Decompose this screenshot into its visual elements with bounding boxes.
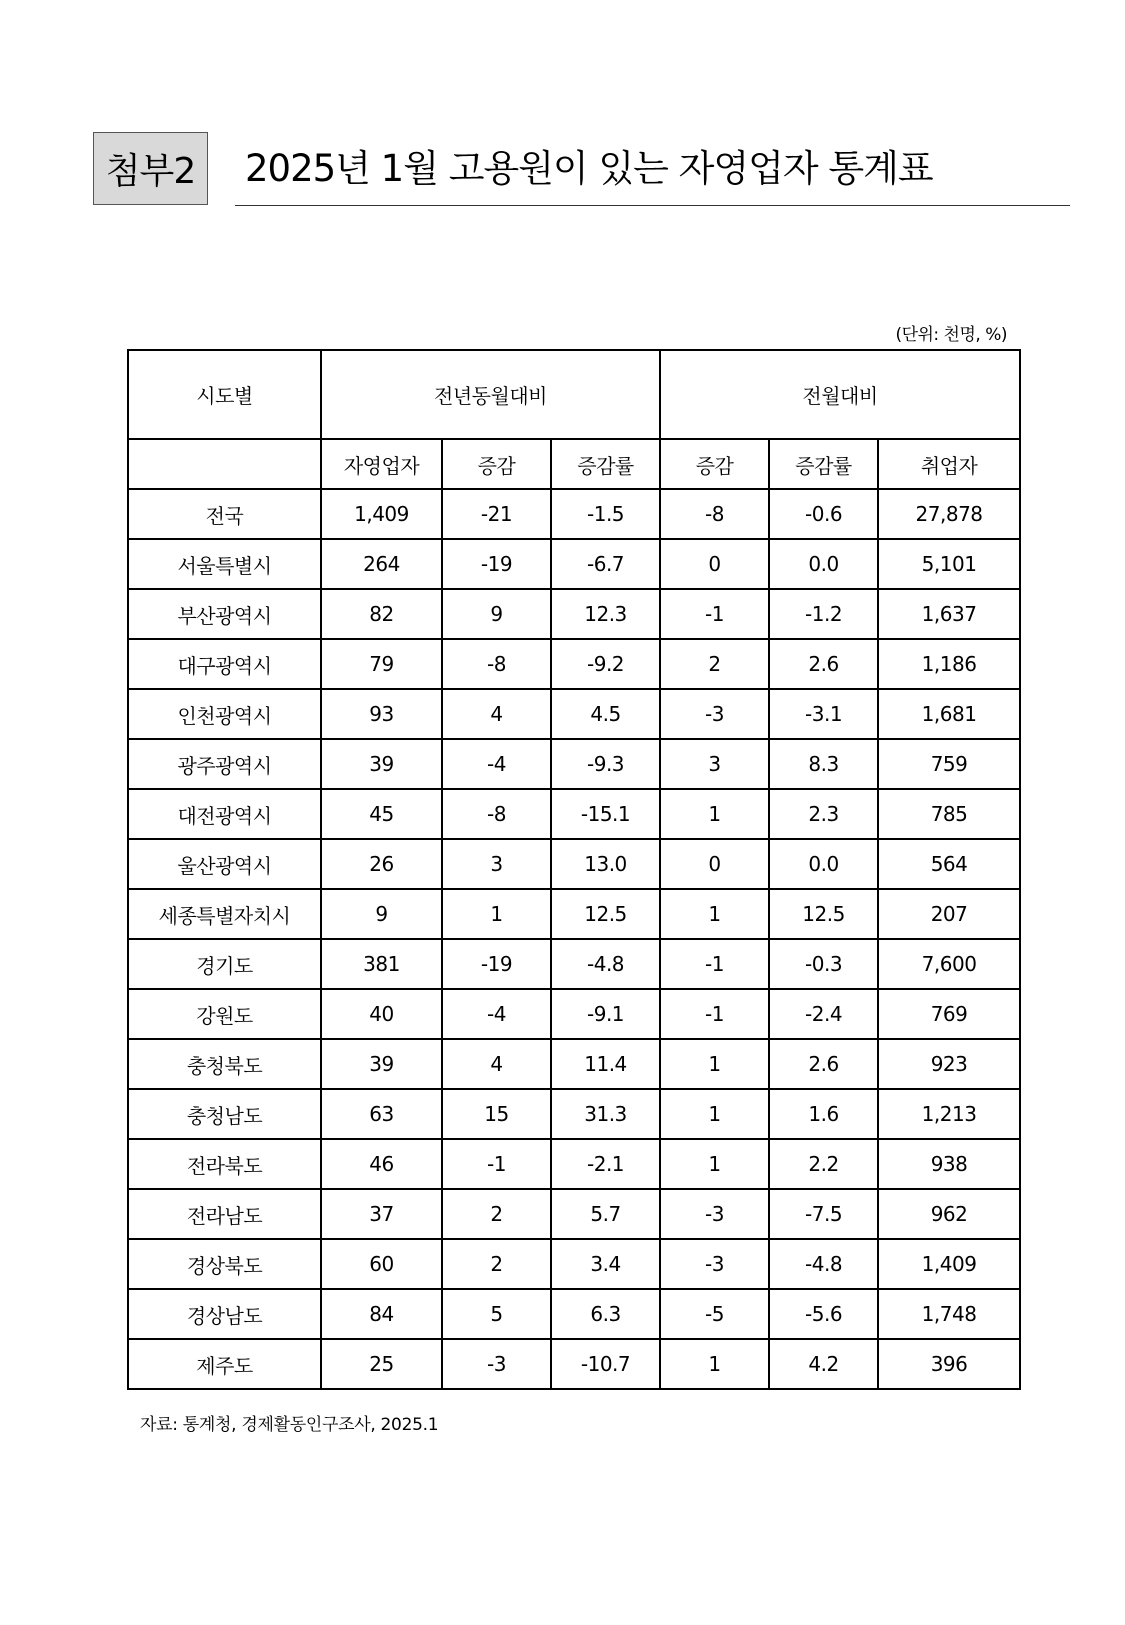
unit-note: (단위: 천명, %) — [895, 325, 1007, 345]
table-row — [128, 489, 1020, 539]
table-row — [128, 939, 1020, 989]
value-cell: 4 — [442, 1039, 551, 1089]
region-cell: 대전광역시 — [128, 789, 321, 839]
value-cell: -3 — [660, 689, 769, 739]
table-row — [128, 539, 1020, 589]
value-cell: 0.0 — [769, 539, 878, 589]
value-cell: 0 — [660, 839, 769, 889]
value-cell: 1 — [660, 1339, 769, 1389]
value-cell: -9.1 — [551, 989, 660, 1039]
region-cell: 광주광역시 — [128, 739, 321, 789]
value-cell: 9 — [321, 889, 442, 939]
region-cell: 충청북도 — [128, 1039, 321, 1089]
region-cell: 충청남도 — [128, 1089, 321, 1139]
value-cell: -1 — [660, 989, 769, 1039]
value-cell: -19 — [442, 939, 551, 989]
value-cell: 15 — [442, 1089, 551, 1139]
value-cell: 1,409 — [321, 489, 442, 539]
value-cell: 759 — [878, 739, 1020, 789]
value-cell: 2.3 — [769, 789, 878, 839]
value-cell: -3 — [442, 1339, 551, 1389]
yoy-header: 전년동월대비 — [321, 350, 660, 439]
value-cell: 93 — [321, 689, 442, 739]
value-cell: 46 — [321, 1139, 442, 1189]
value-cell: -1.5 — [551, 489, 660, 539]
region-cell: 강원도 — [128, 989, 321, 1039]
value-cell: 1 — [660, 889, 769, 939]
table-row — [128, 1189, 1020, 1239]
value-cell: 381 — [321, 939, 442, 989]
value-cell: 31.3 — [551, 1089, 660, 1139]
value-cell: 79 — [321, 639, 442, 689]
value-cell: 40 — [321, 989, 442, 1039]
value-cell: 60 — [321, 1239, 442, 1289]
region-cell: 경상북도 — [128, 1239, 321, 1289]
value-cell: 2.6 — [769, 1039, 878, 1089]
region-cell: 전라남도 — [128, 1189, 321, 1239]
table-row — [128, 739, 1020, 789]
value-cell: 923 — [878, 1039, 1020, 1089]
value-cell: 1,637 — [878, 589, 1020, 639]
value-cell: 12.5 — [769, 889, 878, 939]
region-cell: 울산광역시 — [128, 839, 321, 889]
value-cell: 1 — [442, 889, 551, 939]
table-row — [128, 789, 1020, 839]
value-cell: 0.0 — [769, 839, 878, 889]
value-cell: -4.8 — [551, 939, 660, 989]
value-cell: 5 — [442, 1289, 551, 1339]
value-cell: 2.2 — [769, 1139, 878, 1189]
table-row — [128, 1139, 1020, 1189]
table-row — [128, 1289, 1020, 1339]
value-cell: 5,101 — [878, 539, 1020, 589]
table-row — [128, 1039, 1020, 1089]
value-cell: 4 — [442, 689, 551, 739]
source-note: 자료: 통계청, 경제활동인구조사, 2025.1 — [140, 1415, 439, 1435]
value-cell: -3 — [660, 1239, 769, 1289]
value-cell: 264 — [321, 539, 442, 589]
value-cell: -1.2 — [769, 589, 878, 639]
value-cell: 1.6 — [769, 1089, 878, 1139]
value-cell: -9.3 — [551, 739, 660, 789]
value-cell: 2.6 — [769, 639, 878, 689]
value-cell: 1 — [660, 789, 769, 839]
region-header: 시도별 — [128, 350, 321, 439]
value-cell: 26 — [321, 839, 442, 889]
value-cell: 4.2 — [769, 1339, 878, 1389]
value-cell: 1 — [660, 1139, 769, 1189]
sub-header-cell: 증감률 — [769, 439, 878, 489]
region-cell: 경상남도 — [128, 1289, 321, 1339]
value-cell: 25 — [321, 1339, 442, 1389]
region-cell: 제주도 — [128, 1339, 321, 1389]
value-cell: -4.8 — [769, 1239, 878, 1289]
region-cell: 부산광역시 — [128, 589, 321, 639]
value-cell: 9 — [442, 589, 551, 639]
value-cell: 1,186 — [878, 639, 1020, 689]
value-cell: 27,878 — [878, 489, 1020, 539]
value-cell: -8 — [442, 639, 551, 689]
value-cell: 37 — [321, 1189, 442, 1239]
value-cell: 396 — [878, 1339, 1020, 1389]
value-cell: 1 — [660, 1039, 769, 1089]
value-cell: 45 — [321, 789, 442, 839]
table-body — [128, 489, 1020, 1389]
value-cell: 0 — [660, 539, 769, 589]
sub-header-cell: 증감 — [660, 439, 769, 489]
value-cell: 785 — [878, 789, 1020, 839]
value-cell: -8 — [660, 489, 769, 539]
value-cell: 1,681 — [878, 689, 1020, 739]
table-row — [128, 1339, 1020, 1389]
value-cell: -1 — [660, 939, 769, 989]
value-cell: 12.3 — [551, 589, 660, 639]
value-cell: -0.6 — [769, 489, 878, 539]
value-cell: 2 — [660, 639, 769, 689]
value-cell: -3 — [660, 1189, 769, 1239]
region-cell: 전국 — [128, 489, 321, 539]
value-cell: -5 — [660, 1289, 769, 1339]
table-row — [128, 639, 1020, 689]
value-cell: 1,748 — [878, 1289, 1020, 1339]
region-cell: 세종특별자치시 — [128, 889, 321, 939]
value-cell: 4.5 — [551, 689, 660, 739]
value-cell: -4 — [442, 989, 551, 1039]
value-cell: 39 — [321, 739, 442, 789]
value-cell: -9.2 — [551, 639, 660, 689]
value-cell: -4 — [442, 739, 551, 789]
value-cell: 1,409 — [878, 1239, 1020, 1289]
value-cell: 13.0 — [551, 839, 660, 889]
table-row — [128, 689, 1020, 739]
table-row — [128, 889, 1020, 939]
value-cell: 7,600 — [878, 939, 1020, 989]
sub-header-cell: 증감 — [442, 439, 551, 489]
value-cell: 962 — [878, 1189, 1020, 1239]
value-cell: -5.6 — [769, 1289, 878, 1339]
value-cell: -2.4 — [769, 989, 878, 1039]
table-row — [128, 1239, 1020, 1289]
sub-header-cell: 취업자 — [878, 439, 1020, 489]
value-cell: 5.7 — [551, 1189, 660, 1239]
region-cell: 인천광역시 — [128, 689, 321, 739]
value-cell: -8 — [442, 789, 551, 839]
value-cell: 2 — [442, 1239, 551, 1289]
value-cell: 39 — [321, 1039, 442, 1089]
value-cell: -0.3 — [769, 939, 878, 989]
value-cell: 6.3 — [551, 1289, 660, 1339]
value-cell: 1 — [660, 1089, 769, 1139]
sub-header-cell: 자영업자 — [321, 439, 442, 489]
value-cell: -1 — [660, 589, 769, 639]
region-cell: 대구광역시 — [128, 639, 321, 689]
region-cell: 경기도 — [128, 939, 321, 989]
value-cell: 1,213 — [878, 1089, 1020, 1139]
value-cell: -2.1 — [551, 1139, 660, 1189]
value-cell: -19 — [442, 539, 551, 589]
attachment-badge: 첨부2 — [93, 132, 208, 205]
value-cell: 564 — [878, 839, 1020, 889]
value-cell: 11.4 — [551, 1039, 660, 1089]
value-cell: 82 — [321, 589, 442, 639]
region-cell: 서울특별시 — [128, 539, 321, 589]
value-cell: 3 — [660, 739, 769, 789]
value-cell: 207 — [878, 889, 1020, 939]
table-row — [128, 589, 1020, 639]
sub-header-cell — [128, 439, 321, 489]
statistics-table — [127, 349, 1021, 1390]
value-cell: 769 — [878, 989, 1020, 1039]
value-cell: 12.5 — [551, 889, 660, 939]
table-sub-header-row — [128, 439, 1020, 489]
table-row — [128, 989, 1020, 1039]
table-group-header-row — [128, 350, 1020, 439]
value-cell: 63 — [321, 1089, 442, 1139]
sub-header-cell: 증감률 — [551, 439, 660, 489]
value-cell: -10.7 — [551, 1339, 660, 1389]
value-cell: 84 — [321, 1289, 442, 1339]
region-cell: 전라북도 — [128, 1139, 321, 1189]
value-cell: 938 — [878, 1139, 1020, 1189]
page-title: 2025년 1월 고용원이 있는 자영업자 통계표 — [245, 147, 933, 190]
value-cell: -6.7 — [551, 539, 660, 589]
mom-header: 전월대비 — [660, 350, 1020, 439]
table-row — [128, 1089, 1020, 1139]
value-cell: -21 — [442, 489, 551, 539]
value-cell: -7.5 — [769, 1189, 878, 1239]
value-cell: 3 — [442, 839, 551, 889]
value-cell: -3.1 — [769, 689, 878, 739]
value-cell: -15.1 — [551, 789, 660, 839]
value-cell: -1 — [442, 1139, 551, 1189]
title-underline — [235, 205, 1070, 206]
table-row — [128, 839, 1020, 889]
value-cell: 2 — [442, 1189, 551, 1239]
value-cell: 8.3 — [769, 739, 878, 789]
value-cell: 3.4 — [551, 1239, 660, 1289]
